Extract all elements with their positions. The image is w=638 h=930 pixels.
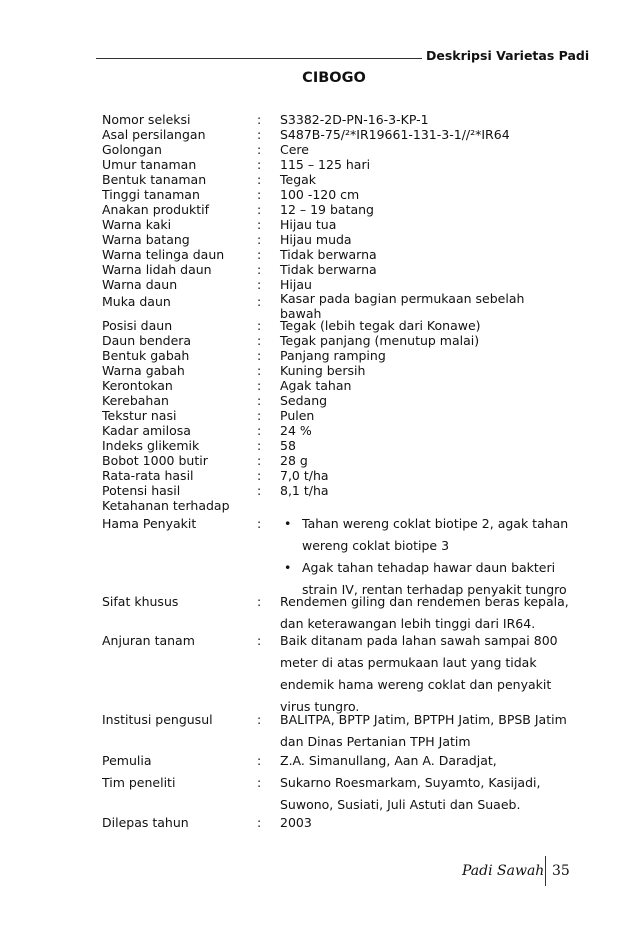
row-colon: :: [257, 127, 262, 142]
row-label: Hama Penyakit: [102, 516, 197, 531]
row-value: Hijau: [280, 277, 312, 292]
row-label: Warna gabah: [102, 363, 185, 378]
row-value: S3382-2D-PN-16-3-KP-1: [280, 112, 429, 127]
row-value: Tegak (lebih tegak dari Konawe): [280, 318, 481, 333]
row-colon: :: [257, 363, 262, 378]
row-label: Kerontokan: [102, 378, 173, 393]
row-colon: :: [257, 775, 262, 790]
row-label: Rata-rata hasil: [102, 468, 194, 483]
row-colon: :: [257, 348, 262, 363]
row-colon: :: [257, 277, 262, 292]
row-value: Hijau tua: [280, 217, 337, 232]
row-label: Institusi pengusul: [102, 712, 213, 727]
row-value: 12 – 19 batang: [280, 202, 374, 217]
row-label: Tekstur nasi: [102, 408, 177, 423]
row-colon: :: [257, 453, 262, 468]
row-label: Bentuk tanaman: [102, 172, 207, 187]
row-value: Rendemen giling dan rendemen beras kepala, dan keterawangan lebih tinggi dari IR64.: [280, 594, 569, 631]
row-colon: :: [257, 516, 262, 531]
row-label: Umur tanaman: [102, 157, 197, 172]
row-label: Nomor seleksi: [102, 112, 191, 127]
row-value: 8,1 t/ha: [280, 483, 329, 498]
row-value: 58: [280, 438, 296, 453]
row-colon: :: [257, 232, 262, 247]
bullet-icon: •: [284, 560, 292, 575]
row-value: Sukarno Roesmarkam, Suyamto, Kasijadi, Suwono, Susiati, Juli Astuti dan Suaeb.: [280, 775, 541, 812]
row-label: Bobot 1000 butir: [102, 453, 208, 468]
row-colon: :: [257, 217, 262, 232]
row-label: Warna kaki: [102, 217, 172, 232]
row-label: Pemulia: [102, 753, 152, 768]
row-label: Ketahanan terhadap: [102, 498, 230, 513]
row-colon: :: [257, 633, 262, 648]
row-value: Sedang: [280, 393, 328, 408]
row-value: Tegak: [280, 172, 317, 187]
header-rule: [96, 58, 422, 59]
row-value: 115 – 125 hari: [280, 157, 371, 172]
row-label: Warna daun: [102, 277, 178, 292]
footer-separator: [545, 856, 546, 886]
row-label: Kerebahan: [102, 393, 169, 408]
row-value: Kasar pada bagian permukaan sebelah bawah: [280, 291, 525, 321]
row-label: Kadar amilosa: [102, 423, 191, 438]
row-value: Kuning bersih: [280, 363, 366, 378]
row-colon: :: [257, 408, 262, 423]
row-value: 2003: [280, 815, 312, 830]
row-colon: :: [257, 333, 262, 348]
row-colon: :: [257, 815, 262, 830]
row-label: Warna lidah daun: [102, 262, 212, 277]
row-label: Anjuran tanam: [102, 633, 195, 648]
row-label: Posisi daun: [102, 318, 173, 333]
row-value: 28 g: [280, 453, 308, 468]
row-value: S487B-75/²*IR19661-131-3-1//²*IR64: [280, 127, 510, 142]
row-label: Muka daun: [102, 294, 171, 309]
row-value: Tidak berwarna: [280, 262, 377, 277]
row-value: Tidak berwarna: [280, 247, 377, 262]
bullet-text: Agak tahan tehadap hawar daun bakteri strain IV, rentan terhadap penyakit tungro: [302, 560, 567, 597]
row-colon: :: [257, 318, 262, 333]
row-colon: :: [257, 378, 262, 393]
page-number: 35: [552, 863, 570, 879]
row-value: Agak tahan: [280, 378, 352, 393]
row-colon: :: [257, 483, 262, 498]
row-label: Daun bendera: [102, 333, 192, 348]
row-value: 100 -120 cm: [280, 187, 360, 202]
row-value: 7,0 t/ha: [280, 468, 329, 483]
variety-title: CIBOGO: [302, 70, 366, 86]
row-value: Hijau muda: [280, 232, 352, 247]
row-label: Sifat khusus: [102, 594, 179, 609]
row-label: Golongan: [102, 142, 162, 157]
row-colon: :: [257, 393, 262, 408]
row-value: Cere: [280, 142, 309, 157]
row-colon: :: [257, 468, 262, 483]
row-value: 24 %: [280, 423, 312, 438]
row-value: Panjang ramping: [280, 348, 386, 363]
row-colon: :: [257, 423, 262, 438]
row-label: Tinggi tanaman: [102, 187, 200, 202]
row-label: Tim peneliti: [102, 775, 176, 790]
row-colon: :: [257, 438, 262, 453]
row-colon: :: [257, 712, 262, 727]
row-label: Potensi hasil: [102, 483, 181, 498]
running-header: Deskripsi Varietas Padi: [426, 48, 590, 63]
bullet-icon: •: [284, 516, 292, 531]
row-value: BALITPA, BPTP Jatim, BPTPH Jatim, BPSB Jatim dan Dinas Pertanian TPH Jatim: [280, 712, 567, 749]
row-colon: :: [257, 157, 262, 172]
footer-book-title: Padi Sawah: [462, 863, 545, 879]
bullet-list: [280, 513, 580, 601]
row-label: Bentuk gabah: [102, 348, 190, 363]
row-value: Baik ditanam pada lahan sawah sampai 800 meter di atas permukaan laut yang tidak endemik hama wereng coklat dan penyakit virus tungro.: [280, 633, 558, 714]
row-label: Anakan produktif: [102, 202, 210, 217]
row-colon: :: [257, 172, 262, 187]
row-value: Tegak panjang (menutup malai): [280, 333, 480, 348]
row-label: Asal persilangan: [102, 127, 206, 142]
row-colon: :: [257, 294, 262, 309]
row-label: Warna telinga daun: [102, 247, 225, 262]
row-colon: :: [257, 142, 262, 157]
row-colon: :: [257, 594, 262, 609]
row-colon: :: [257, 112, 262, 127]
row-colon: :: [257, 202, 262, 217]
row-label: Dilepas tahun: [102, 815, 189, 830]
row-value: Pulen: [280, 408, 315, 423]
row-value: Z.A. Simanullang, Aan A. Daradjat,: [280, 753, 497, 768]
row-colon: :: [257, 262, 262, 277]
row-colon: :: [257, 247, 262, 262]
row-label: Warna batang: [102, 232, 190, 247]
row-label: Indeks glikemik: [102, 438, 200, 453]
row-colon: :: [257, 753, 262, 768]
bullet-item: [280, 513, 580, 557]
bullet-text: Tahan wereng coklat biotipe 2, agak tahan wereng coklat biotipe 3: [302, 516, 569, 553]
row-colon: :: [257, 187, 262, 202]
